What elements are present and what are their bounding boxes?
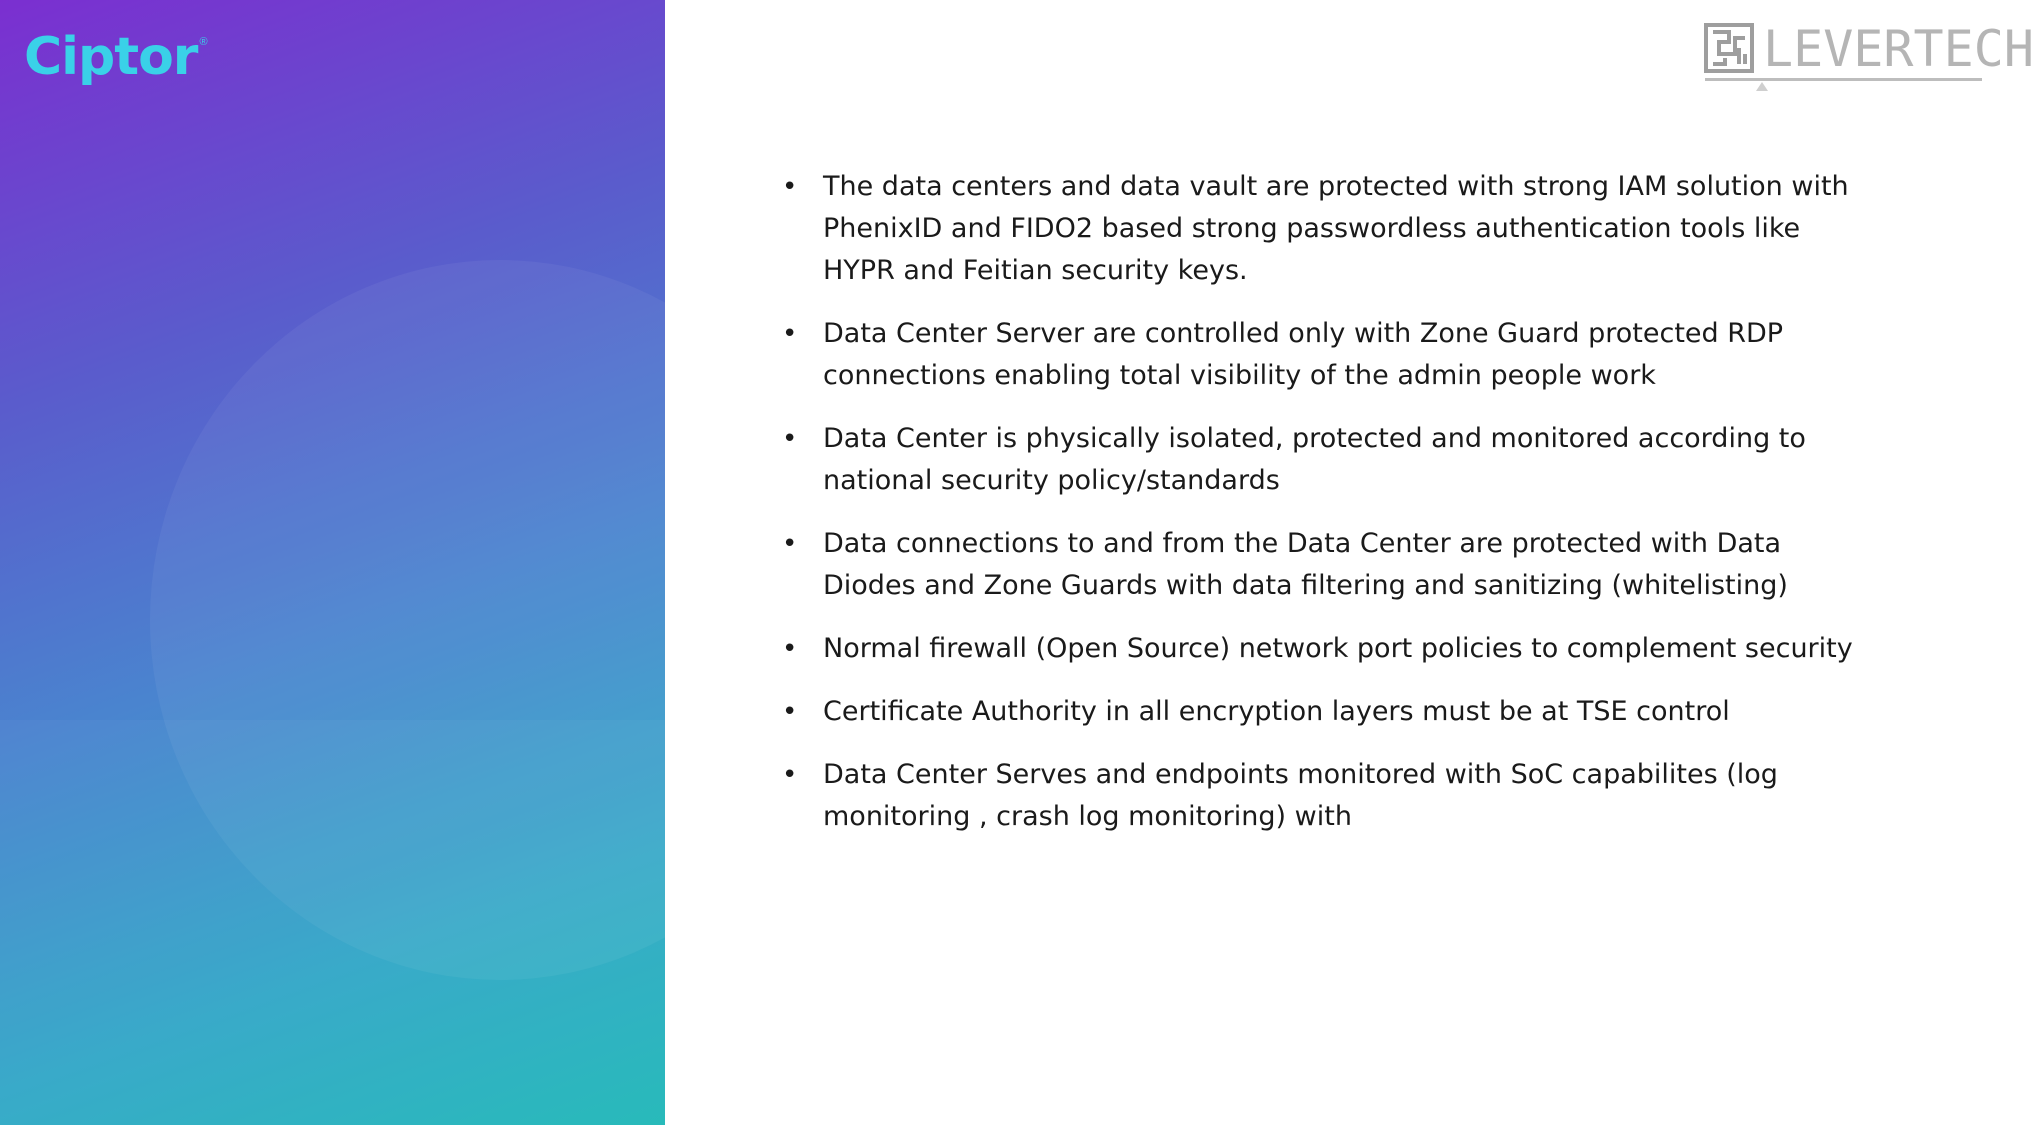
bullet-text: The data centers and data vault are protected with strong IAM solution with PhenixID and FIDO2 based strong passwordless authentication tools like HYPR and Feitian security keys. bbox=[823, 171, 1849, 286]
logo-underline bbox=[1705, 78, 1982, 81]
levertech-logo-text: LEVERTECH bbox=[1763, 20, 2034, 78]
bullet-dot-icon: • bbox=[782, 634, 798, 664]
bullet-text: Certificate Authority in all encryption layers must be at TSE control bbox=[823, 696, 1730, 727]
logo-pointer-icon bbox=[1756, 82, 1768, 91]
left-gradient-panel bbox=[0, 0, 665, 1125]
bullet-dot-icon: • bbox=[782, 319, 798, 349]
bullet-dot-icon: • bbox=[782, 697, 798, 727]
bullet-item bbox=[780, 523, 1860, 607]
bullet-text: Data connections to and from the Data Center are protected with Data Diodes and Zone Guards with data filtering and sanitizing (whitelisting) bbox=[823, 528, 1788, 601]
registered-mark-icon: ® bbox=[199, 36, 208, 48]
ciptor-logo bbox=[24, 26, 208, 88]
bullet-dot-icon: • bbox=[782, 760, 798, 790]
bullet-list bbox=[780, 166, 1860, 859]
bullet-text: Data Center Server are controlled only with Zone Guard protected RDP connections enabling total visibility of the admin people work bbox=[823, 318, 1784, 391]
bullet-item bbox=[780, 166, 1860, 292]
ciptor-logo-text: Ciptor bbox=[24, 27, 198, 87]
bullet-text: Data Center is physically isolated, protected and monitored according to national security policy/standards bbox=[823, 423, 1806, 496]
bullet-item bbox=[780, 754, 1860, 838]
bullet-text: Data Center Serves and endpoints monitored with SoC capabilites (log monitoring , crash log monitoring) with bbox=[823, 759, 1778, 832]
bullet-dot-icon: • bbox=[782, 424, 798, 454]
levertech-logo bbox=[1705, 20, 2034, 92]
bullet-item bbox=[780, 313, 1860, 397]
decorative-band bbox=[0, 720, 665, 1125]
bullet-item bbox=[780, 418, 1860, 502]
bullet-item bbox=[780, 691, 1860, 733]
bullet-dot-icon: • bbox=[782, 529, 798, 559]
bullet-text: Normal firewall (Open Source) network port policies to complement security bbox=[823, 633, 1853, 664]
bullet-dot-icon: • bbox=[782, 172, 798, 202]
bullet-item bbox=[780, 628, 1860, 670]
levertech-maze-icon bbox=[1705, 24, 1753, 72]
